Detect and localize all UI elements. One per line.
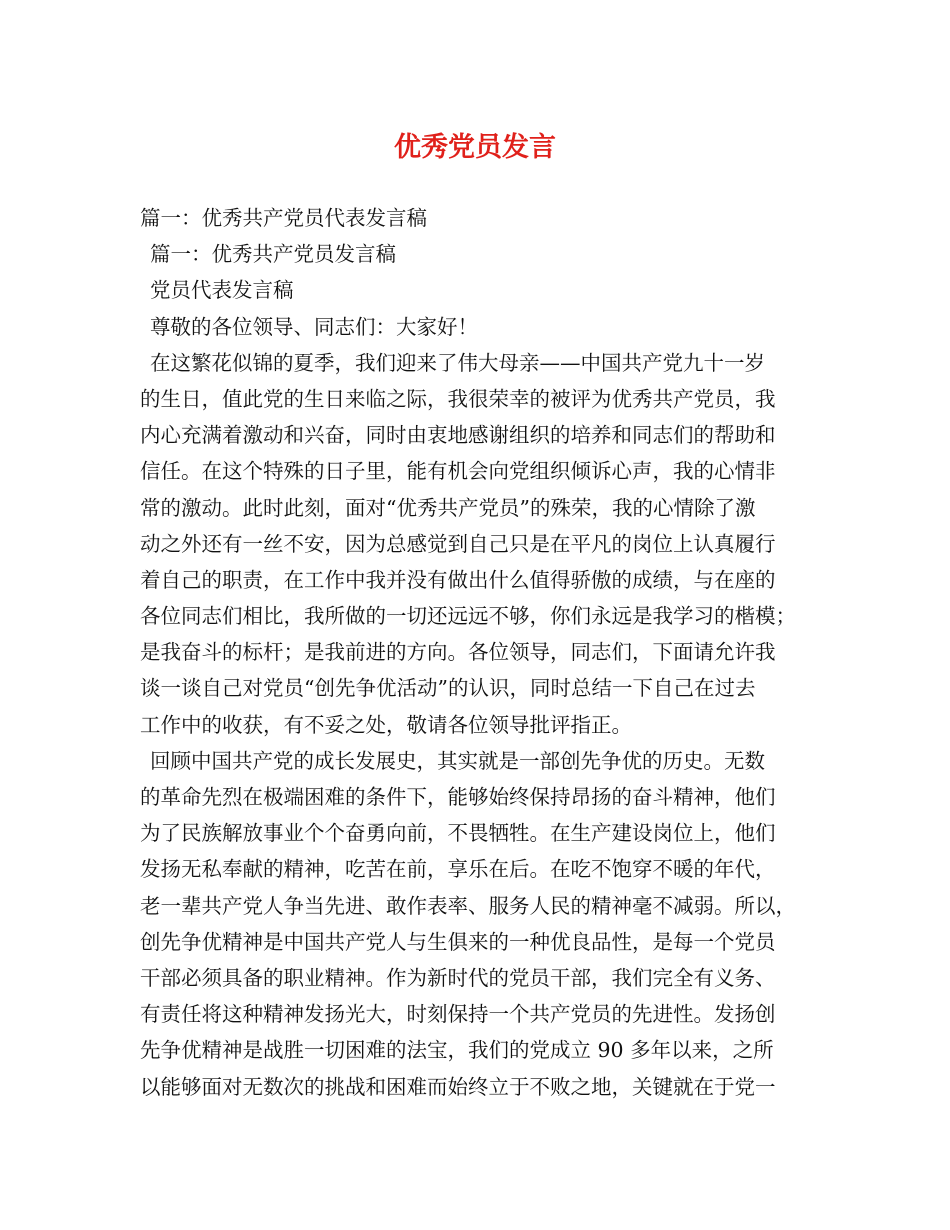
paragraph-line: 有责任将这种精神发扬光大，时刻保持一个共产党员的先进性。发扬创 <box>140 1002 776 1027</box>
paragraph-line: 是我奋斗的标杆；是我前进的方向。各位领导，同志们，下面请允许我 <box>140 640 776 665</box>
paragraph-line: 谈一谈自己对党员“创先争优活动”的认识，同时总结一下自己在过去 <box>140 676 756 701</box>
subheading-line: 篇一：优秀共产党员发言稿 <box>150 242 396 267</box>
paragraph-line: 内心充满着激动和兴奋，同时由衷地感谢组织的培养和同志们的帮助和 <box>140 423 776 448</box>
paragraph-line: 先争优精神是战胜一切困难的法宝，我们的党成立 90 多年以来，之所 <box>140 1038 774 1063</box>
paragraph-line: 的革命先烈在极端困难的条件下，能够始终保持昂扬的奋斗精神，他们 <box>140 785 776 809</box>
paragraph-line: 干部必须具备的职业精神。作为新时代的党员干部，我们完全有义务、 <box>140 965 776 990</box>
paragraph-line: 老一辈共产党人争当先进、敢作表率、服务人民的精神毫不减弱。所以， <box>140 893 796 918</box>
paragraph-line: 在这繁花似锦的夏季，我们迎来了伟大母亲——中国共产党九十一岁 <box>150 350 765 375</box>
paragraph-line: 信任。在这个特殊的日子里，能有机会向党组织倾诉心声，我的心情非 <box>140 459 776 484</box>
paragraph-line: 动之外还有一丝不安，因为总感觉到自己只是在平凡的岗位上认真履行 <box>140 531 776 556</box>
paragraph-line: 各位同志们相比，我所做的一切还远远不够，你们永远是我学习的楷模； <box>140 604 796 629</box>
paragraph-line: 创先争优精神是中国共产党人与生俱来的一种优良品性，是每一个党员 <box>140 929 776 954</box>
paragraph-line: 着自己的职责，在工作中我并没有做出什么值得骄傲的成绩，与在座的 <box>140 567 776 592</box>
paragraph-line: 发扬无私奉献的精神，吃苦在前，享乐在后。在吃不饱穿不暖的年代， <box>140 857 776 882</box>
page-title: 优秀党员发言 <box>394 132 556 163</box>
paragraph-line: 常的激动。此时此刻，面对“优秀共产党员”的殊荣，我的心情除了激 <box>140 495 756 520</box>
paragraph-line: 为了民族解放事业个个奋勇向前，不畏牺牲。在生产建设岗位上，他们 <box>140 821 776 846</box>
salutation-line: 尊敬的各位领导、同志们：大家好！ <box>150 314 478 339</box>
paragraph-line: 工作中的收获，有不妥之处，敬请各位领导批评指正。 <box>140 712 632 737</box>
heading-line: 篇一：优秀共产党员代表发言稿 <box>140 206 427 230</box>
paragraph-line: 回顾中国共产党的成长发展史，其实就是一部创先争优的历史。无数 <box>150 748 765 773</box>
subheading-line: 党员代表发言稿 <box>150 278 294 303</box>
document-body <box>140 200 825 1105</box>
paragraph-line: 以能够面对无数次的挑战和困难而始终立于不败之地，关键就在于党一 <box>140 1074 776 1099</box>
paragraph-line: 的生日，值此党的生日来临之际，我很荣幸的被评为优秀共产党员，我 <box>140 386 776 411</box>
